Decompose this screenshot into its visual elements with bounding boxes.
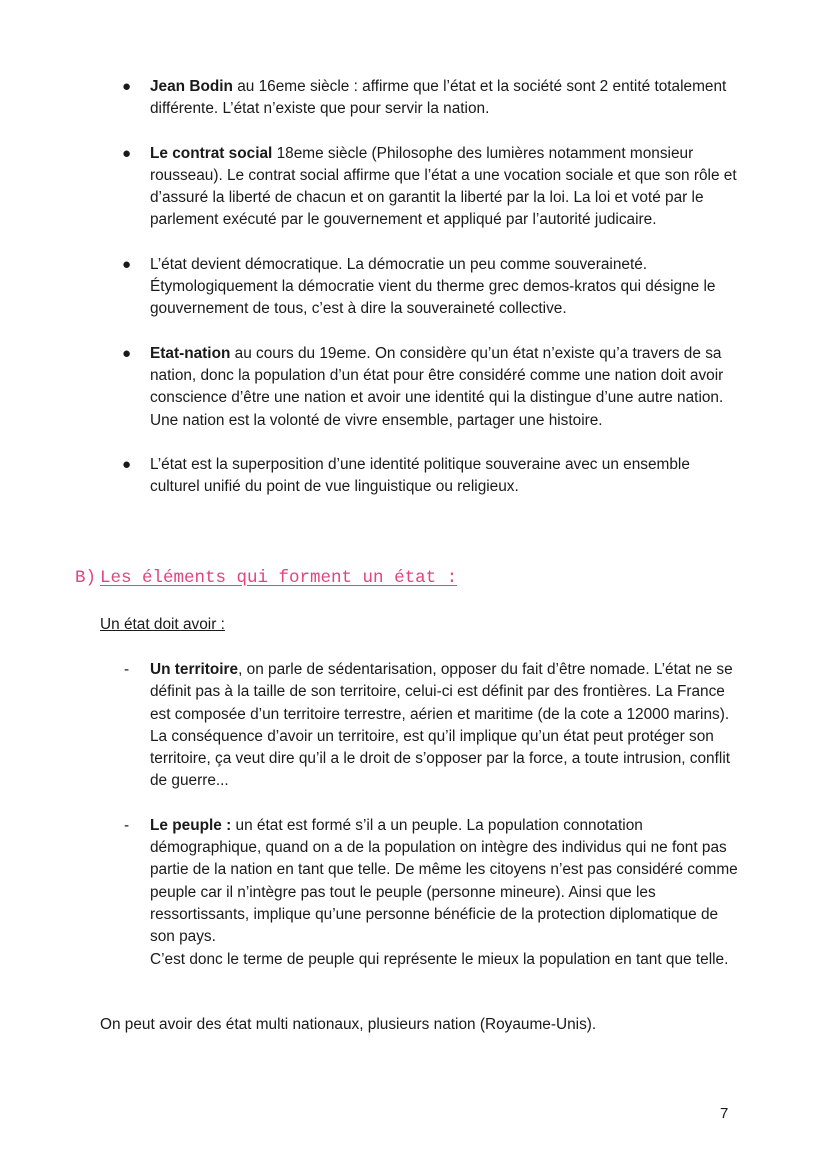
bullet-list (122, 76, 740, 520)
section-heading (75, 568, 457, 588)
item-term: Jean Bodin (150, 78, 233, 95)
item-term: Le contrat social (150, 144, 273, 162)
item-text: L’état est la superposition d’une identité politique souveraine avec un ensemble culturel unifié du point de vue linguistique ou religieux. (150, 455, 690, 496)
bullet-icon: ● (122, 255, 132, 273)
section-letter: B) (75, 568, 97, 588)
list-item (122, 254, 740, 321)
item-term: Etat-nation (150, 344, 231, 362)
item-text: L’état devient démocratique. La démocratie un peu comme souveraineté. Étymologiquement la démocratie vient du therme grec demos-kratos qui désigne le gouvernement de tous, c’est à dire la souveraineté collective. (150, 255, 716, 318)
item-extra-text: La conséquence d’avoir un territoire, est qu’il implique qu’un état peut protéger son territoire, ça veut dire qu’il a le droit de s’opposer par la force, a toute intrusion, conflit de guerre... (150, 727, 731, 790)
item-term: Un territoire (150, 661, 239, 678)
list-item (122, 343, 740, 432)
bullet-icon: ● (122, 344, 132, 362)
bullet-icon: ● (122, 144, 132, 162)
item-text: au cours du 19eme. On considère qu’un état n’existe qu’a travers de sa nation, donc la population d’un état pour être considéré comme une nation doit avoir conscience d’être une nation et avoir une identité qui la distingue d’une autre nation. Une nation est la volonté de vivre ensemble, partager une histoire. (150, 344, 724, 429)
list-item (124, 659, 740, 793)
item-text: un état est formé s’il a un peuple. La population connotation démographique, quand on a de la population on intègre des individus qui ne font pas partie de la nation en tant que telle. De même les citoyens n’est pas considéré comme peuple car il n’intègre pas tout le peuple (personne mineure). Ainsi que les ressortissants, implique qu’une personne bénéficie de la protection diplomatique de son pays. (150, 816, 738, 946)
bullet-icon: ● (122, 455, 132, 473)
bullet-icon: ● (122, 78, 132, 95)
item-text: , on parle de sédentarisation, opposer du fait d’être nomade. L’état ne se définit pas à la taille de son territoire, celui-ci est définit par des frontières. La France est composée d’un territoire terrestre, aérien et maritime (de la cote a 12000 marins). (150, 661, 733, 723)
dash-list (124, 659, 740, 993)
intro-text: Un état doit avoir : (100, 616, 225, 633)
list-item (122, 143, 740, 232)
list-item (122, 454, 740, 499)
closing-text: On peut avoir des état multi nationaux, plusieurs nation (Royaume-Unis). (100, 1016, 597, 1033)
item-term: Le peuple : (150, 816, 232, 834)
list-item (122, 76, 740, 121)
item-text: au 16eme siècle : affirme que l’état et la société sont 2 entité totalement différente. L’état n’existe que pour servir la nation. (150, 78, 727, 118)
dash-icon: - (124, 816, 130, 834)
item-extra-text: C’est donc le terme de peuple qui représente le mieux la population en tant que telle. (150, 950, 729, 968)
item-text: 18eme siècle (Philosophe des lumières notamment monsieur rousseau). Le contrat social affirme que l’état a une vocation sociale et que son rôle et d’assuré la liberté de chacun et on garantit la liberté par la loi. La loi et voté par le parlement exécuté par le gouvernement et appliqué par l’autorité judicaire. (150, 144, 737, 229)
page-number: 7 (720, 1105, 729, 1122)
section-title-text: Les éléments qui forment un état : (100, 568, 458, 588)
list-item (124, 815, 740, 971)
dash-icon: - (124, 661, 130, 678)
